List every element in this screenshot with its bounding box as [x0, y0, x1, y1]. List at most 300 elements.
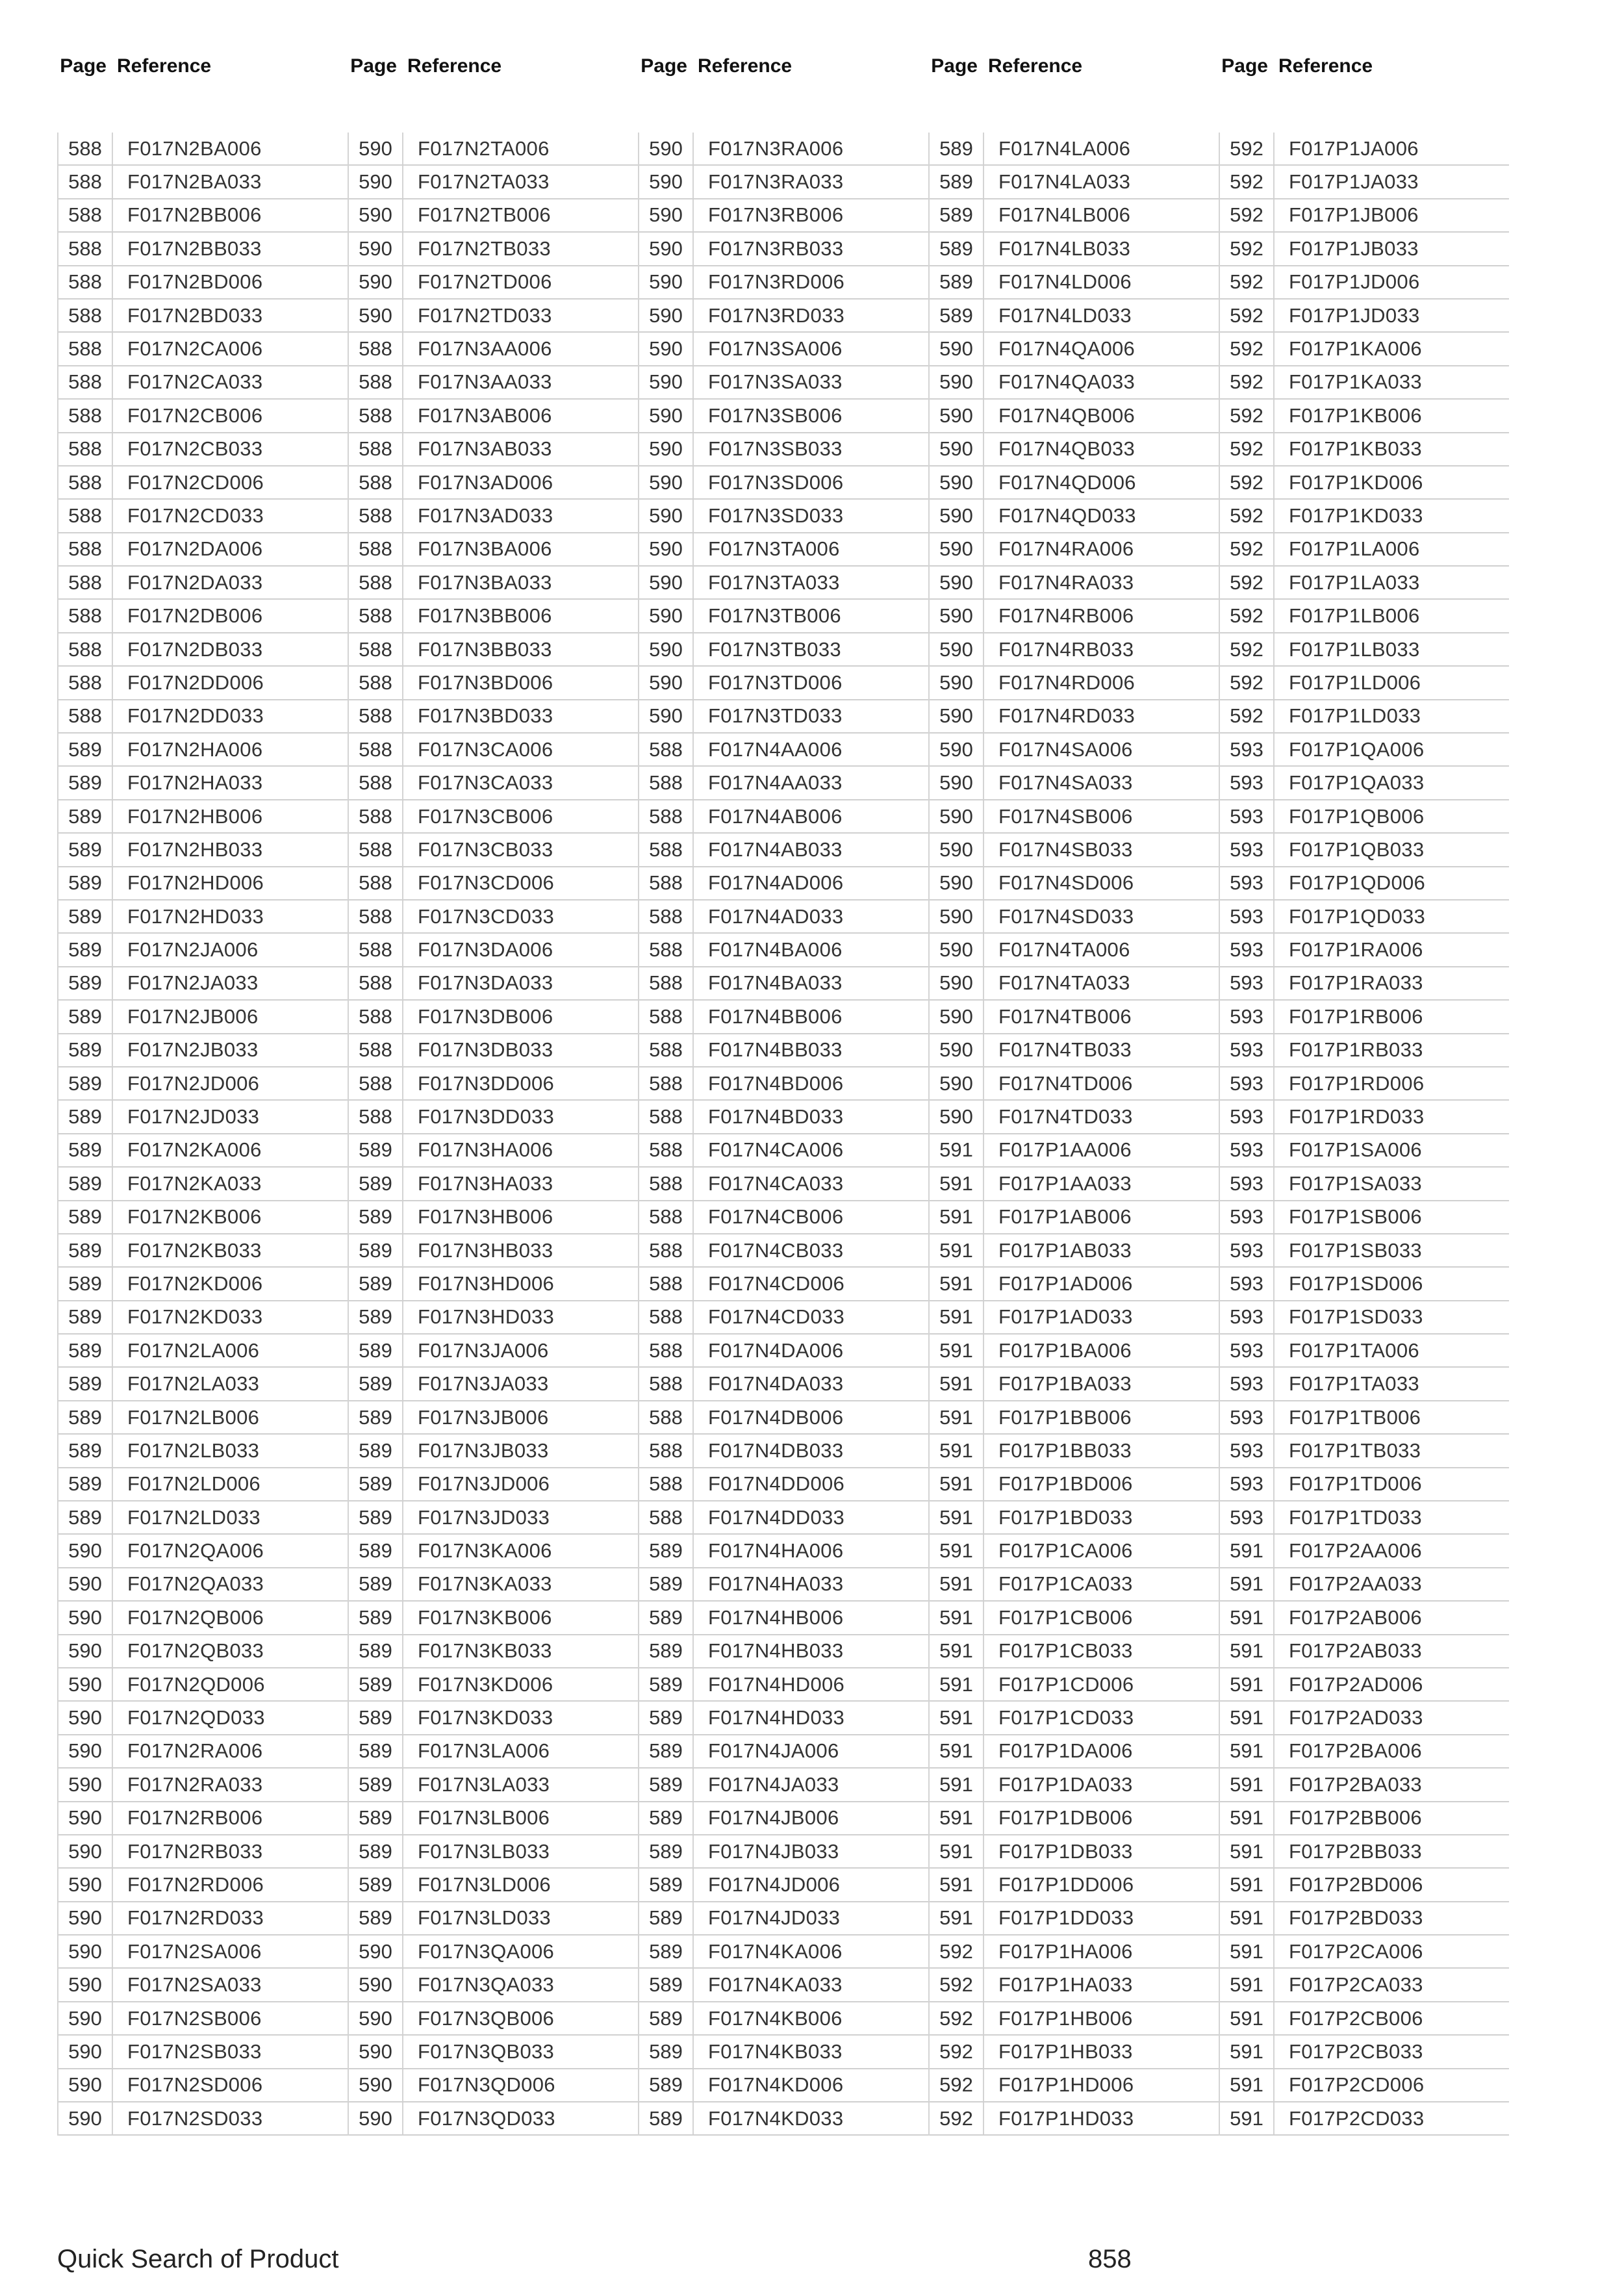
table-row [1220, 1835, 1509, 1869]
reference-cell: F017N3AB006 [418, 403, 552, 427]
table-row [639, 633, 928, 667]
table-row [349, 1401, 638, 1435]
reference-cell: F017N3HA033 [418, 1171, 553, 1195]
reference-cell: F017P1AB033 [998, 1238, 1132, 1262]
reference-cell: F017N2BA006 [127, 136, 262, 160]
reference-cell: F017N3JD006 [418, 1472, 550, 1496]
reference-cell: F017N3RA033 [708, 170, 844, 194]
table-row [58, 1935, 348, 1969]
table-row [58, 133, 348, 166]
page-cell: 589 [639, 2102, 694, 2134]
page-cell: 589 [58, 1468, 113, 1500]
table-row [1220, 1869, 1509, 1902]
page-cell: 592 [1220, 333, 1275, 364]
table-row [930, 633, 1219, 667]
reference-cell: F017P1TD033 [1289, 1505, 1422, 1529]
reference-cell: F017N2SD006 [127, 2073, 263, 2097]
table-row [349, 1067, 638, 1101]
column-header [348, 53, 637, 79]
reference-cell: F017P1QA033 [1289, 771, 1425, 795]
page-cell: 588 [349, 867, 403, 899]
page-cell: 590 [639, 199, 694, 231]
reference-cell: F017N2HD006 [127, 871, 264, 895]
page-cell: 589 [349, 1435, 403, 1466]
reference-cell: F017N2KA033 [127, 1171, 262, 1195]
reference-cell: F017N2LB033 [127, 1438, 260, 1462]
table-row [639, 967, 928, 1001]
table-row [930, 1067, 1219, 1101]
page-cell: 589 [58, 1335, 113, 1366]
page-cell: 593 [1220, 1101, 1275, 1132]
page-cell: 591 [930, 1401, 984, 1433]
table-row [349, 1835, 638, 1869]
reference-cell: F017N3QB006 [418, 2006, 555, 2030]
reference-cell: F017P2AD033 [1289, 1706, 1423, 1730]
page-cell: 590 [349, 133, 403, 164]
page-cell: 588 [639, 1401, 694, 1433]
table-row [58, 1535, 348, 1568]
table-row [349, 767, 638, 800]
reference-cell: F017P1HB006 [998, 2006, 1133, 2030]
reference-cell: F017N3HD033 [418, 1305, 555, 1329]
reference-cell: F017N2SA033 [127, 1973, 262, 1997]
reference-cell: F017N4HB033 [708, 1639, 844, 1663]
page-cell: 590 [349, 300, 403, 331]
reference-cell: F017N4KB006 [708, 2006, 843, 2030]
reference-cell: F017N4JD033 [708, 1906, 841, 1930]
table-row [58, 233, 348, 266]
page-cell: 590 [930, 433, 984, 465]
reference-cell: F017P1JB006 [1289, 203, 1419, 227]
table-row [58, 199, 348, 233]
page-cell: 589 [639, 2069, 694, 2101]
reference-cell: F017N2DA006 [127, 537, 263, 561]
page-cell: 591 [930, 1201, 984, 1233]
reference-cell: F017N3QD033 [418, 2106, 555, 2130]
page-cell: 588 [639, 800, 694, 832]
page-cell: 591 [1220, 1902, 1275, 1934]
table-row [349, 800, 638, 834]
table-row [639, 1668, 928, 1702]
reference-cell: F017N4QD033 [998, 504, 1136, 527]
page-cell: 591 [930, 1568, 984, 1600]
reference-cell: F017N4AA033 [708, 771, 843, 795]
table-row [930, 600, 1219, 633]
page-cell: 589 [930, 300, 984, 331]
reference-cell: F017N4KB033 [708, 2039, 843, 2063]
page-cell: 590 [930, 967, 984, 999]
table-row [1220, 767, 1509, 800]
reference-cell: F017N4CB006 [708, 1205, 844, 1229]
page-cell: 591 [1220, 1602, 1275, 1633]
page-cell: 588 [58, 266, 113, 298]
table-row [930, 1668, 1219, 1702]
page-cell: 588 [349, 700, 403, 732]
table-row [58, 1301, 348, 1335]
page-cell: 592 [1220, 633, 1275, 665]
table-row [349, 967, 638, 1001]
table-row [639, 433, 928, 466]
table-row [1220, 199, 1509, 233]
table-row [1220, 1568, 1509, 1602]
reference-cell: F017N2RD033 [127, 1906, 264, 1930]
page-cell: 589 [639, 2036, 694, 2067]
page-cell: 593 [1220, 800, 1275, 832]
page-cell: 590 [639, 366, 694, 398]
reference-cell: F017N2SA006 [127, 1939, 262, 1963]
page-cell: 592 [1220, 166, 1275, 198]
page-cell: 588 [639, 767, 694, 798]
page-cell: 591 [1220, 1668, 1275, 1700]
page-cell: 590 [930, 1034, 984, 1066]
reference-cell: F017P1TA033 [1289, 1372, 1419, 1396]
page-cell: 588 [349, 1001, 403, 1032]
page-cell: 589 [349, 1535, 403, 1566]
reference-cell: F017P2AD006 [1289, 1672, 1423, 1696]
table-row [639, 901, 928, 934]
table-row [58, 400, 348, 433]
table-row [349, 1869, 638, 1902]
table-row [349, 1735, 638, 1769]
reference-cell: F017N3DD033 [418, 1105, 555, 1129]
page-cell: 589 [58, 1234, 113, 1266]
page-cell: 589 [930, 199, 984, 231]
table-row [639, 1034, 928, 1067]
page-cell: 591 [930, 1769, 984, 1800]
page-cell: 593 [1220, 1435, 1275, 1466]
table-row [930, 333, 1219, 366]
reference-cell: F017N3BA006 [418, 537, 552, 561]
page-cell: 589 [349, 1401, 403, 1433]
page-cell: 593 [1220, 1067, 1275, 1099]
reference-cell: F017N3JB006 [418, 1405, 549, 1429]
table-row [639, 1568, 928, 1602]
page-cell: 589 [58, 1168, 113, 1199]
page-cell: 588 [58, 633, 113, 665]
table-row [349, 266, 638, 300]
table-row [930, 1501, 1219, 1535]
page-cell: 592 [930, 2102, 984, 2134]
page-cell: 593 [1220, 1001, 1275, 1032]
page-cell: 589 [349, 1735, 403, 1767]
reference-cell: F017N2HD033 [127, 904, 264, 928]
page-cell: 590 [58, 2102, 113, 2134]
page-cell: 590 [930, 400, 984, 431]
page-cell: 590 [639, 300, 694, 331]
table-row [639, 667, 928, 700]
reference-cell: F017P1KD006 [1289, 470, 1423, 494]
reference-cell: F017N3RA006 [708, 136, 844, 160]
table-row [1220, 734, 1509, 767]
table-row [349, 700, 638, 734]
table-row [639, 800, 928, 834]
page-cell: 588 [639, 1234, 694, 1266]
reference-cell: F017N4LD033 [998, 303, 1132, 327]
reference-cell: F017N4DB006 [708, 1405, 844, 1429]
table-row [349, 1635, 638, 1668]
table-row [639, 934, 928, 967]
reference-cell: F017N3CA006 [418, 737, 553, 761]
table-row [1220, 333, 1509, 366]
table-row [58, 466, 348, 500]
page-cell: 593 [1220, 767, 1275, 798]
reference-cell: F017P1DD033 [998, 1906, 1134, 1930]
reference-cell: F017N3CB006 [418, 804, 553, 828]
table-row [639, 166, 928, 199]
table-row [930, 1902, 1219, 1935]
reference-cell: F017N4TA006 [998, 938, 1130, 962]
table-row [1220, 1001, 1509, 1034]
page-cell: 589 [349, 1368, 403, 1399]
table-row [58, 1234, 348, 1268]
table-row [639, 266, 928, 300]
reference-cell: F017N2QA033 [127, 1572, 264, 1596]
reference-cell: F017P1BD033 [998, 1505, 1133, 1529]
page-cell: 590 [930, 901, 984, 932]
table-row [58, 333, 348, 366]
table-row [349, 1101, 638, 1134]
table-row [639, 1468, 928, 1501]
reference-cell: F017P1BA033 [998, 1372, 1132, 1396]
table-row [639, 1602, 928, 1635]
reference-cell: F017N2RB006 [127, 1806, 263, 1830]
page-cell: 590 [639, 500, 694, 531]
table-row [1220, 1635, 1509, 1668]
reference-cell: F017N2DB033 [127, 637, 263, 661]
table-row [1220, 1368, 1509, 1401]
table-row [639, 1935, 928, 1969]
page-cell: 592 [1220, 400, 1275, 431]
page-cell: 592 [930, 2002, 984, 2034]
table-row [1220, 1735, 1509, 1769]
reference-cell: F017N4KA033 [708, 1973, 843, 1997]
page-cell: 590 [930, 333, 984, 364]
page-cell: 589 [639, 2002, 694, 2034]
reference-cell: F017N4JB033 [708, 1839, 839, 1863]
column-rows [57, 133, 348, 2136]
table-row [1220, 233, 1509, 266]
column-header [1219, 53, 1508, 79]
reference-cell: F017N2LD033 [127, 1505, 260, 1529]
reference-cell: F017P1KB006 [1289, 403, 1422, 427]
table-row [639, 133, 928, 166]
reference-cell: F017N4DB033 [708, 1438, 844, 1462]
page-cell: 592 [1220, 233, 1275, 264]
page-cell: 588 [349, 834, 403, 865]
page-cell: 588 [349, 734, 403, 765]
reference-cell: F017P1QD006 [1289, 871, 1426, 895]
reference-cell: F017N4TB033 [998, 1038, 1132, 1062]
reference-cell: F017N3TA006 [708, 537, 840, 561]
page-cell: 592 [1220, 667, 1275, 698]
page-cell: 588 [639, 1067, 694, 1099]
page-cell: 590 [639, 600, 694, 632]
reference-cell: F017N2CA006 [127, 337, 263, 361]
reference-cell: F017N4AD006 [708, 871, 844, 895]
reference-cell: F017N4DA033 [708, 1372, 844, 1396]
page-cell: 590 [58, 1902, 113, 1934]
page-cell: 591 [930, 1635, 984, 1667]
reference-cell: F017N4SA006 [998, 737, 1133, 761]
reference-cell: F017P1KB033 [1289, 437, 1422, 461]
table-row [58, 166, 348, 199]
table-row [930, 1935, 1219, 1969]
page-cell: 592 [1220, 133, 1275, 164]
page-cell: 593 [1220, 1168, 1275, 1199]
table-row [930, 233, 1219, 266]
table-row [58, 1201, 348, 1234]
page-cell: 589 [930, 266, 984, 298]
page-cell: 590 [639, 667, 694, 698]
page-cell: 589 [58, 901, 113, 932]
reference-cell: F017N3BD033 [418, 704, 553, 728]
reference-cell: F017P2BD006 [1289, 1873, 1423, 1896]
table-row [58, 800, 348, 834]
reference-cell: F017P1RA006 [1289, 938, 1423, 962]
page-cell: 591 [930, 1869, 984, 1900]
reference-cell: F017P1JD033 [1289, 303, 1420, 327]
page-cell: 589 [639, 1702, 694, 1733]
page-cell: 588 [349, 567, 403, 598]
table-row [930, 1835, 1219, 1869]
page-cell: 590 [58, 1735, 113, 1767]
reference-cell: F017N3SD033 [708, 504, 844, 527]
reference-cell: F017N2CB006 [127, 403, 263, 427]
reference-cell: F017N4TB006 [998, 1004, 1132, 1028]
table-row [1220, 1668, 1509, 1702]
page-cell: 590 [639, 700, 694, 732]
table-row [58, 1902, 348, 1935]
page-cell: 590 [349, 2102, 403, 2134]
table-row [1220, 1335, 1509, 1368]
page-cell: 588 [349, 600, 403, 632]
page-cell: 589 [639, 1869, 694, 1900]
reference-cell: F017N3AD006 [418, 470, 553, 494]
column-header [638, 53, 927, 79]
reference-cell: F017P2CD033 [1289, 2106, 1425, 2130]
table-row [639, 2036, 928, 2069]
page-cell: 588 [639, 734, 694, 765]
table-row [930, 1301, 1219, 1335]
table-row [58, 667, 348, 700]
table-row [639, 1435, 928, 1468]
reference-cell: F017N2HB033 [127, 837, 263, 861]
page-cell: 588 [349, 533, 403, 565]
page-cell: 590 [349, 2069, 403, 2101]
reference-cell: F017N3CD033 [418, 904, 555, 928]
reference-cell: F017N2LA006 [127, 1338, 260, 1362]
reference-cell: F017P1SD006 [1289, 1271, 1423, 1295]
table-row [930, 867, 1219, 901]
page-cell: 589 [349, 1268, 403, 1299]
page-cell: 590 [930, 867, 984, 899]
reference-cell: F017P2CA006 [1289, 1939, 1423, 1963]
reference-cell: F017N3TB006 [708, 604, 841, 628]
table-row [639, 1535, 928, 1568]
page-cell: 588 [349, 633, 403, 665]
reference-cell: F017N4BA033 [708, 971, 843, 995]
reference-cell: F017P1RD033 [1289, 1105, 1425, 1129]
index-column-5 [1219, 53, 1508, 2130]
page-cell: 590 [639, 133, 694, 164]
table-row [1220, 2036, 1509, 2069]
page-cell: 592 [1220, 500, 1275, 531]
table-row [1220, 1602, 1509, 1635]
reference-cell: F017N4QD006 [998, 470, 1136, 494]
page-cell: 588 [58, 466, 113, 498]
page-cell: 589 [639, 1935, 694, 1967]
page-cell: 588 [349, 1067, 403, 1099]
reference-cell: F017N4BB033 [708, 1038, 843, 1062]
page-cell: 588 [639, 1435, 694, 1466]
page-cell: 590 [930, 934, 984, 965]
table-row [58, 500, 348, 533]
table-row [58, 1635, 348, 1668]
table-row [639, 1769, 928, 1802]
reference-cell: F017N3RD033 [708, 303, 845, 327]
reference-cell: F017N4HD033 [708, 1706, 845, 1730]
table-row [58, 1401, 348, 1435]
page-cell: 588 [349, 400, 403, 431]
reference-cell: F017N4BD006 [708, 1071, 844, 1095]
page-cell: 591 [1220, 1735, 1275, 1767]
reference-cell: F017P1SB033 [1289, 1238, 1422, 1262]
reference-cell: F017P1SB006 [1289, 1205, 1422, 1229]
reference-cell: F017N3TA033 [708, 570, 840, 594]
table-row [58, 600, 348, 633]
table-row [349, 600, 638, 633]
table-row [58, 1134, 348, 1168]
table-row [58, 967, 348, 1001]
reference-cell: F017P1LA006 [1289, 537, 1420, 561]
reference-cell: F017N4LB033 [998, 236, 1131, 260]
page-cell: 591 [1220, 1535, 1275, 1566]
reference-cell: F017N3SB033 [708, 437, 843, 461]
index-column-4 [928, 53, 1217, 2130]
table-row [1220, 1067, 1509, 1101]
reference-cell: F017N3RB006 [708, 203, 844, 227]
page-cell: 588 [58, 433, 113, 465]
reference-cell: F017N2QB033 [127, 1639, 264, 1663]
reference-cell: F017N3KD033 [418, 1706, 553, 1730]
reference-cell: F017N2QB006 [127, 1605, 264, 1629]
table-row [639, 1835, 928, 1869]
reference-cell: F017N3BB006 [418, 604, 552, 628]
reference-cell: F017P1CD006 [998, 1672, 1134, 1696]
page-cell: 593 [1220, 1335, 1275, 1366]
reference-cell: F017N3LA033 [418, 1772, 550, 1796]
reference-cell: F017P2CB033 [1289, 2039, 1423, 2063]
page-cell: 588 [349, 333, 403, 364]
page-cell: 590 [930, 633, 984, 665]
reference-cell: F017N3KA006 [418, 1539, 552, 1563]
column-rows [638, 133, 928, 2136]
reference-cell: F017P2AB033 [1289, 1639, 1422, 1663]
table-row [639, 1368, 928, 1401]
table-row [349, 901, 638, 934]
reference-cell: F017N3SB006 [708, 403, 843, 427]
reference-cell: F017N3KB006 [418, 1605, 552, 1629]
page-cell: 592 [1220, 533, 1275, 565]
table-row [639, 2002, 928, 2036]
page-cell: 589 [349, 1702, 403, 1733]
page-cell: 590 [349, 199, 403, 231]
reference-cell: F017P1CB006 [998, 1605, 1133, 1629]
page-cell: 590 [58, 1969, 113, 2000]
reference-cell: F017N3KB033 [418, 1639, 552, 1663]
table-row [58, 1435, 348, 1468]
reference-cell: F017N3JB033 [418, 1438, 549, 1462]
